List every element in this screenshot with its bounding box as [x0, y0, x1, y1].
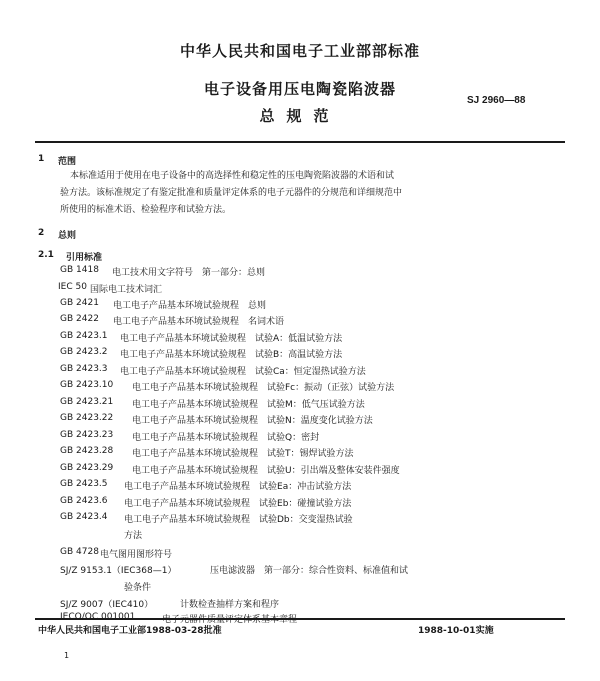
reference-code: GB 2423.28	[60, 446, 114, 456]
reference-code: GB 4728	[60, 547, 99, 557]
paragraph-line: 所使用的标准术语、检验程序和试验方法。	[60, 205, 232, 215]
approval-date: 中华人民共和国电子工业部1988-03-28批准	[38, 626, 222, 636]
document-issuer: 中华人民共和国电子工业部部标准	[179, 42, 420, 60]
reference-title: 电工电子产品基本环境试验规程 试验N：温度变化试验方法	[132, 416, 373, 426]
reference-code: GB 2423.10	[60, 380, 114, 390]
reference-code: GB 2423.22	[60, 413, 114, 423]
reference-code: GB 2423.2	[60, 347, 108, 357]
reference-code: GB 2423.21	[60, 397, 114, 407]
reference-title: 电工电子产品基本环境试验规程 试验Ea：冲击试验方法	[124, 482, 352, 492]
reference-title: 电工电子产品基本环境试验规程 试验Ca：恒定湿热试验方法	[120, 367, 366, 377]
reference-title: 电工技术用文字符号 第一部分：总则	[112, 268, 266, 278]
reference-code: GB 2421	[60, 298, 99, 308]
reference-code: GB 2423.23	[60, 430, 114, 440]
effective-date: 1988-10-01实施	[418, 626, 494, 636]
reference-title: 电工电子产品基本环境试验规程 试验A：低温试验方法	[120, 334, 343, 344]
reference-title: 方法	[124, 531, 143, 541]
document-title: 电子设备用压电陶瓷陷波器	[203, 80, 396, 98]
section-2-1-title: 引用标准	[66, 253, 103, 263]
section-2-1-number: 2.1	[38, 250, 54, 260]
page-number: 1	[64, 651, 70, 660]
reference-title: 电工电子产品基本环境试验规程 试验Eb：碰撞试验方法	[124, 499, 352, 509]
reference-code: GB 2423.4	[60, 512, 108, 522]
reference-code: GB 2422	[60, 314, 99, 324]
reference-title: 电工电子产品基本环境试验规程 试验M：低气压试验方法	[132, 400, 365, 410]
reference-code: GB 2423.5	[60, 479, 108, 489]
reference-title: 验条件	[124, 583, 152, 593]
reference-title: 压电滤波器 第一部分：综合性资料、标准值和试	[210, 566, 409, 576]
reference-title: 电子元器件质量评定体系基本章程	[162, 615, 298, 625]
reference-title: 计数检查抽样方案和程序	[180, 600, 280, 610]
reference-code: GB 2423.29	[60, 463, 114, 473]
reference-title: 电工电子产品基本环境试验规程 试验Db：交变湿热试验	[124, 515, 353, 525]
section-2-title: 总则	[58, 231, 77, 241]
reference-title: 电工电子产品基本环境试验规程 名词术语	[113, 317, 285, 327]
reference-code: GB 2423.1	[60, 331, 108, 341]
reference-title: 国际电工技术词汇	[90, 285, 163, 295]
reference-title: 电气图用图形符号	[100, 550, 173, 560]
section-1-number: 1	[38, 154, 45, 164]
reference-title: 电工电子产品基本环境试验规程 总则	[113, 301, 267, 311]
reference-code: GB 1418	[60, 265, 99, 275]
reference-title: 电工电子产品基本环境试验规程 试验Fc：振动（正弦）试验方法	[132, 383, 395, 393]
header-rule	[35, 141, 565, 143]
reference-code: SJ/Z 9153.1（IEC368—1）	[60, 566, 177, 576]
paragraph-line: 本标准适用于使用在电子设备中的高选择性和稳定性的压电陶瓷陷波器的术语和试	[70, 171, 395, 181]
section-2-number: 2	[38, 228, 45, 238]
paragraph-line: 验方法。该标准规定了有鉴定批准和质量评定体系的电子元器件的分规范和详细规范中	[60, 188, 403, 198]
reference-code: IEC 50	[58, 282, 87, 292]
reference-code: SJ/Z 9007（IEC410）	[60, 600, 154, 610]
reference-code: IECQ/QC 001001	[60, 612, 136, 622]
section-1-title: 范围	[58, 157, 77, 167]
footer-rule	[35, 618, 565, 620]
document-subtitle: 总规范	[259, 107, 341, 125]
reference-title: 电工电子产品基本环境试验规程 试验B：高温试验方法	[120, 350, 343, 360]
reference-code: GB 2423.6	[60, 496, 108, 506]
section-1-paragraph	[60, 168, 548, 219]
reference-title: 电工电子产品基本环境试验规程 试验T：锡焊试验方法	[132, 449, 354, 459]
reference-code: GB 2423.3	[60, 364, 108, 374]
reference-title: 电工电子产品基本环境试验规程 试验U：引出端及整体安装件强度	[132, 466, 400, 476]
standard-number: SJ 2960—88	[467, 95, 526, 106]
reference-title: 电工电子产品基本环境试验规程 试验Q：密封	[132, 433, 320, 443]
